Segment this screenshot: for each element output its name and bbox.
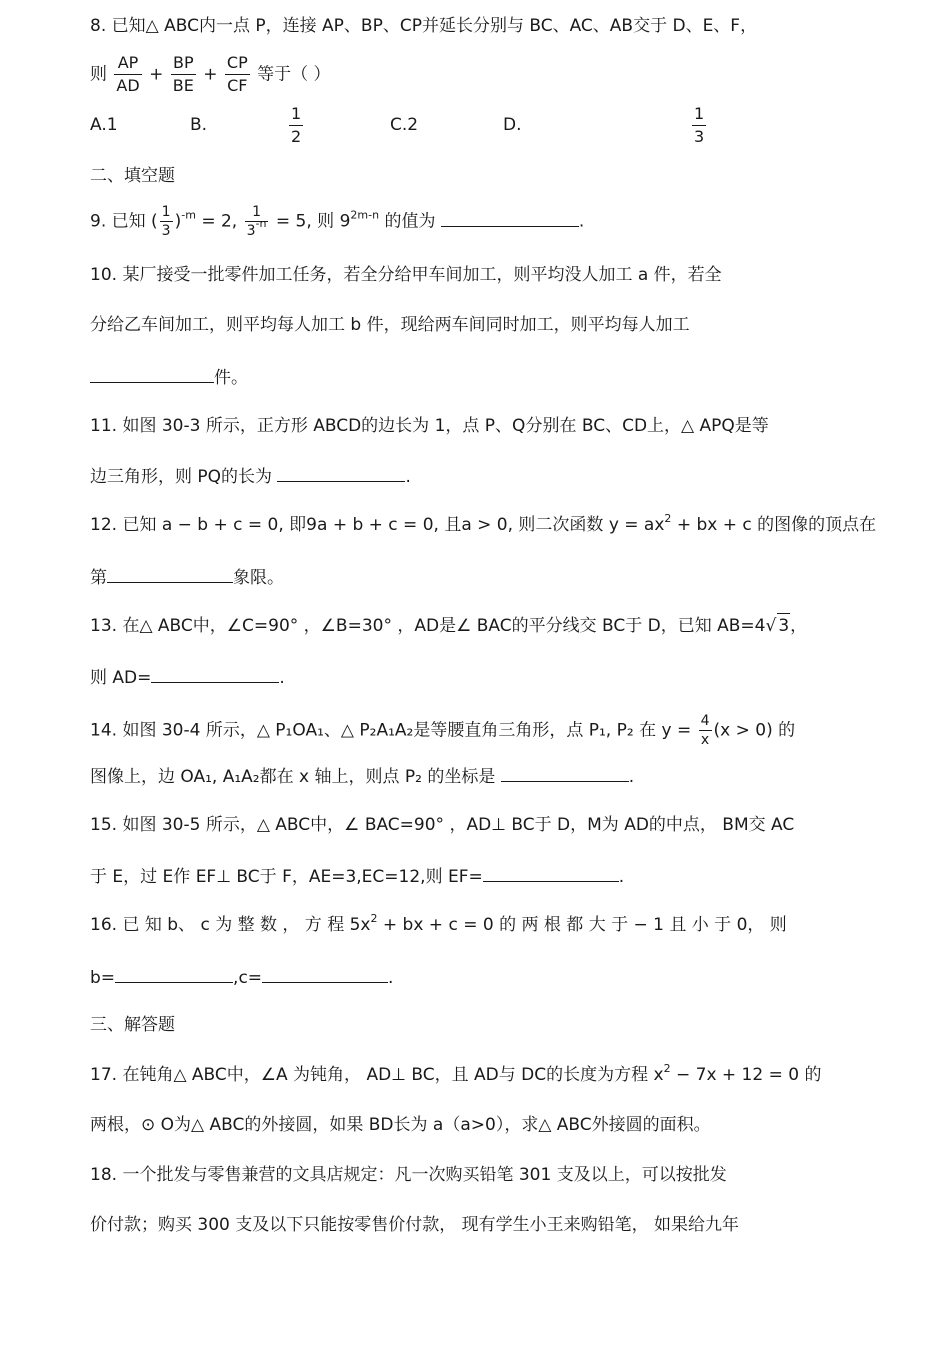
q17-line-2: 两根，⊙ O为△ ABC的外接圆，如果 BD长为 a（a>0），求△ ABC外接圆的面积。 bbox=[90, 1115, 711, 1135]
answer-blank[interactable] bbox=[501, 763, 629, 782]
q8-stem: 8. 已知△ ABC内一点 P，连接 AP、BP、CP并延长分别与 BC、AC、AB交于 D、E、F， bbox=[90, 16, 758, 36]
q14-line-1: 14. 如图 30-4 所示，△ P₁OA₁、△ P₂A₁A₂是等腰直角三角形，点 P₁, P₂ 在 y = $\frac{4}{x}$ (x > 0) 的 bbox=[90, 713, 796, 748]
q8-option-b-fraction: $\frac{1}{2}$ bbox=[291, 104, 302, 146]
answer-blank[interactable] bbox=[441, 208, 579, 227]
q8-option-d: D. bbox=[503, 115, 522, 135]
q12-line-2: 第 象限。 bbox=[90, 564, 284, 590]
section-heading-solve: 三、解答题 bbox=[90, 1015, 175, 1035]
q9-fraction-1: $\frac{1}{3}$ bbox=[161, 204, 171, 239]
q8-expression: 则 $\frac{AP}{AD}$ + $\frac{BP}{BE}$ + $\frac{CP}{CF}$ 等于（ ） bbox=[90, 53, 331, 95]
q10-line-2: 分给乙车间加工，则平均每人加工 b 件，现给两车间同时加工，则平均每人加工 bbox=[90, 315, 690, 335]
q10-line-1: 10. 某厂接受一批零件加工任务，若全分给甲车间加工，则平均没人加工 a 件，若全 bbox=[90, 265, 722, 285]
answer-blank[interactable] bbox=[277, 463, 405, 482]
q18-line-2: 价付款；购买 300 支及以下只能按零售价付款， 现有学生小王来购铅笔， 如果给九年 bbox=[90, 1215, 740, 1235]
answer-blank[interactable] bbox=[90, 364, 214, 383]
answer-blank[interactable] bbox=[151, 664, 279, 683]
q8-option-a: A.1 bbox=[90, 115, 118, 135]
answer-blank[interactable] bbox=[483, 863, 619, 882]
answer-blank[interactable] bbox=[107, 564, 233, 583]
section-heading-fill-blank: 二、填空题 bbox=[90, 166, 175, 186]
q16-line-2: b= ,c= . bbox=[90, 964, 393, 990]
fraction-ap-ad: $\frac{AP}{AD}$ bbox=[116, 53, 140, 95]
q11-line-2: 边三角形，则 PQ的长为 . bbox=[90, 463, 411, 489]
q8-option-d-fraction: $\frac{1}{3}$ bbox=[694, 104, 705, 146]
q8-option-c: C.2 bbox=[390, 115, 419, 135]
q17-line-1: 17. 在钝角△ ABC中，∠A 为钝角， AD⊥ BC，且 AD与 DC的长度为方程 $x^2 - 7x + 12 = 0$ 的 bbox=[90, 1062, 822, 1085]
sqrt-symbol: √ bbox=[765, 616, 777, 636]
q11-line-1: 11. 如图 30-3 所示，正方形 ABCD的边长为 1，点 P、Q分别在 BC、CD上，△ APQ是等 bbox=[90, 416, 769, 436]
q14-line-2: 图像上，边 OA₁, A₁A₂都在 x 轴上，则点 P₂ 的坐标是 . bbox=[90, 763, 634, 789]
q13-line-1: 13. 在△ ABC中，∠C=90° ，∠B=30° ，AD是∠ BAC的平分线交 BC于 D，已知 AB=4√ 3， bbox=[90, 613, 807, 638]
q15-line-1: 15. 如图 30-5 所示，△ ABC中，∠ BAC=90° ，AD⊥ BC于 D，M为 AD的中点， BM交 AC bbox=[90, 815, 795, 835]
q10-line-3: 件。 bbox=[90, 364, 248, 390]
q9-fraction-2: $\frac{1}{3^{-n}}$ bbox=[246, 204, 267, 239]
q12-line-1: 12. 已知 a − b + c = 0, 即9a + b + c = 0, 且a > 0, 则二次函数 $y = ax^2$ + bx + c 的图像的顶点在 bbox=[90, 512, 877, 535]
q9-line: 9. 已知 ( $\frac{1}{3}$ )$^{-m}$ = 2, $\frac{1}{3^{-n}}$ = 5, 则 $9^{2m-n}$ 的值为 . bbox=[90, 204, 585, 239]
q15-line-2: 于 E，过 E作 EF⊥ BC于 F，AE=3,EC=12,则 EF= . bbox=[90, 863, 624, 889]
q16-line-1: 16. 已 知 b、 c 为 整 数 ， 方 程 $5x^2$ + bx + c = 0 的 两 根 都 大 于 − 1 且 小 于 0， 则 bbox=[90, 912, 787, 935]
q14-fraction: $\frac{4}{x}$ bbox=[700, 713, 710, 748]
fraction-cp-cf: $\frac{CP}{CF}$ bbox=[226, 53, 248, 95]
q18-line-1: 18. 一个批发与零售兼营的文具店规定：凡一次购买铅笔 301 支及以上，可以按批发 bbox=[90, 1165, 727, 1185]
fraction-bp-be: $\frac{BP}{BE}$ bbox=[172, 53, 194, 95]
q13-line-2: 则 AD= . bbox=[90, 664, 285, 690]
answer-blank-c[interactable] bbox=[262, 964, 388, 983]
q8-option-b: B. bbox=[190, 115, 208, 135]
answer-blank-b[interactable] bbox=[115, 964, 233, 983]
